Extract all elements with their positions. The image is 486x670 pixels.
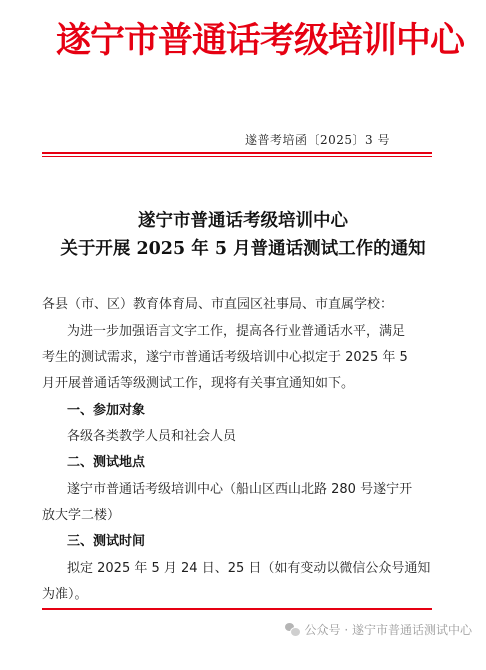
org-title: 遂宁市普通话考级培训中心 [56,20,465,61]
notice-title-line2: 关于开展 2025 年 5 月普通话测试工作的通知 [60,239,426,259]
location-line-2: 放大学二楼） [42,508,121,523]
footer-divider [42,608,432,610]
wechat-icon [285,622,300,636]
time-line-2: 为准）。 [42,587,88,602]
header-divider-thin [42,156,432,157]
document-number: 遂普考培函〔2025〕3 号 [245,133,390,147]
wechat-watermark [285,620,472,638]
section-heading-participants: 一、参加对象 [67,403,146,418]
intro-line-1: 为进一步加强语言文字工作，提高各行业普通话水平，满足 [67,324,406,339]
participants-text: 各级各类教学人员和社会人员 [67,429,237,444]
watermark-text: 公众号 · 遂宁市普通话测试中心 [304,622,472,637]
section-heading-time: 三、测试时间 [67,534,146,549]
notice-title-line1: 遂宁市普通话考级培训中心 [138,211,348,231]
intro-line-2: 考生的测试需求，遂宁市普通话考级培训中心拟定于 2025 年 5 [42,350,408,365]
header-divider-thick [42,152,432,154]
intro-line-3: 月开展普通话等级测试工作，现将有关事宜通知如下。 [42,376,355,391]
salutation: 各县（市、区）教育体育局、市直园区社事局、市直属学校： [42,297,394,312]
time-line-1: 拟定 2025 年 5 月 24 日、25 日（如有变动以微信公众号通知 [67,561,431,576]
location-line-1: 遂宁市普通话考级培训中心（船山区西山北路 280 号遂宁开 [67,482,413,497]
section-heading-location: 二、测试地点 [67,455,146,470]
